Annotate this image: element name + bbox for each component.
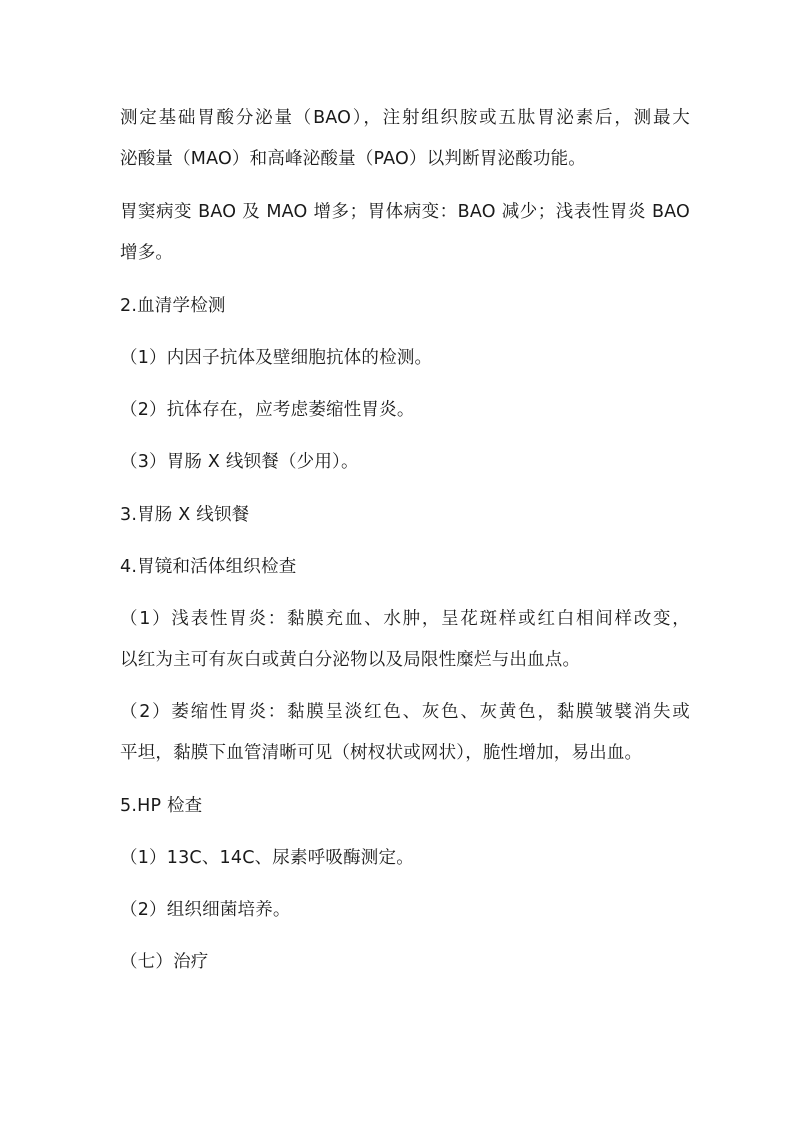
- list-item-continuation: 以红为主可有灰白或黄白分泌物以及局限性糜烂与出血点。: [120, 650, 581, 670]
- list-item: （1）内因子抗体及壁细胞抗体的检测。: [120, 348, 433, 368]
- section-heading: 2.血清学检测: [120, 296, 226, 316]
- section-heading: 3.胃肠 X 线钡餐: [120, 505, 250, 525]
- section-heading: （七）治疗: [120, 952, 209, 972]
- section-heading: 4.胃镜和活体组织检查: [120, 557, 297, 577]
- list-item: （1）浅表性胃炎：黏膜充血、水肿，呈花斑样或红白相间样改变，: [120, 609, 690, 629]
- list-item: （2）抗体存在，应考虑萎缩性胃炎。: [120, 400, 415, 420]
- list-item: （3）胃肠 X 线钡餐（少用）。: [120, 452, 359, 472]
- paragraph-line: 增多。: [120, 243, 174, 263]
- paragraph-line: 胃窦病变 BAO 及 MAO 增多；胃体病变：BAO 减少；浅表性胃炎 BAO: [120, 202, 690, 222]
- list-item: （1）13C、14C、尿素呼吸酶测定。: [120, 848, 414, 868]
- paragraph-line: 泌酸量（MAO）和高峰泌酸量（PAO）以判断胃泌酸功能。: [120, 149, 587, 169]
- section-heading: 5.HP 检查: [120, 796, 203, 816]
- list-item: （2）组织细菌培养。: [120, 900, 291, 920]
- list-item-continuation: 平坦，黏膜下血管清晰可见（树杈状或网状），脆性增加，易出血。: [120, 743, 643, 763]
- paragraph-line: 测定基础胃酸分泌量（BAO），注射组织胺或五肽胃泌素后，测最大: [120, 108, 690, 128]
- list-item: （2）萎缩性胃炎：黏膜呈淡红色、灰色、灰黄色，黏膜皱襞消失或: [120, 702, 690, 722]
